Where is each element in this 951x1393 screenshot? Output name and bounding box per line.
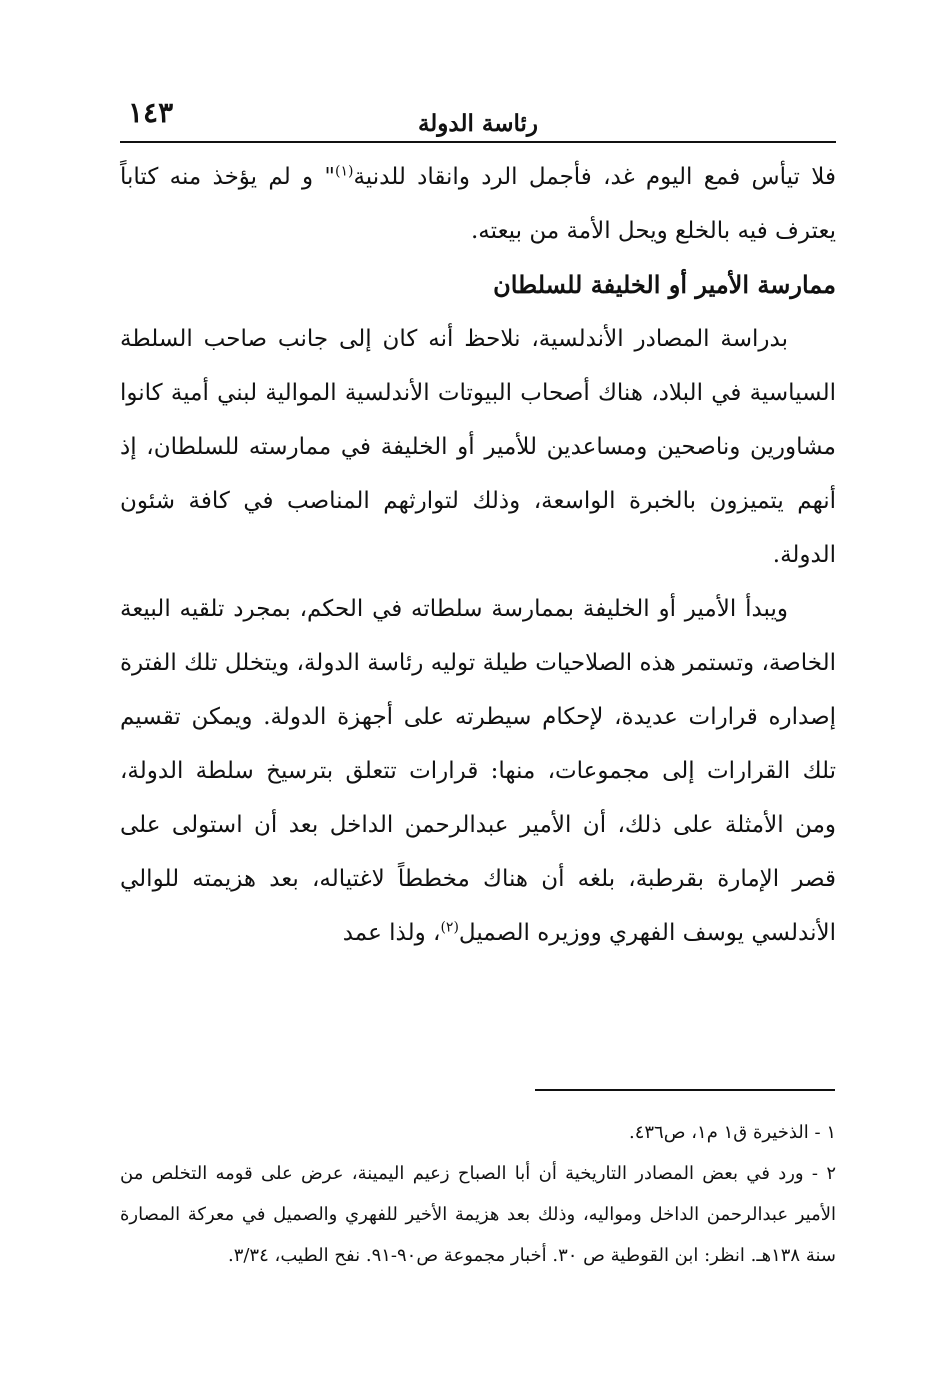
paragraph-1 bbox=[120, 150, 836, 258]
footnote-ref-2: (٢) bbox=[440, 919, 459, 936]
page-number: ١٤٣ bbox=[128, 96, 174, 129]
footnote-ref-1: (١) bbox=[335, 163, 354, 180]
paragraph-1-text: فلا تيأس فمع اليوم غد، فأجمل الرد وانقاد للدنية bbox=[353, 164, 836, 190]
main-text bbox=[120, 150, 836, 960]
running-title: رئاسة الدولة bbox=[417, 110, 539, 137]
page-header bbox=[120, 96, 836, 140]
footnotes bbox=[120, 1112, 836, 1276]
footnote-2: ٢ - ورد في بعض المصادر التاريخية أن أبا الصباح زعيم اليمينة، عرض على قومه التخلص من الأمير عبدالرحمن الداخل ومواليه، وذلك بعد هزيمة الأخير للفهري والصميل في معركة المصارة سنة ١٣٨هـ. انظر: ابن القوطية ص ٣٠. أخبار مجموعة ص٩٠-٩١. نفح الطيب، ٣/٣٤. bbox=[120, 1163, 836, 1266]
footnote-divider bbox=[535, 1089, 835, 1091]
header-divider bbox=[120, 141, 836, 143]
paragraph-3-text: ويبدأ الأمير أو الخليفة بممارسة سلطاته في الحكم، بمجرد تلقيه البيعة الخاصة، وتستمر هذه الصلاحيات طيلة توليه رئاسة الدولة، ويتخلل تلك الفترة إصداره قرارات عديدة، لإحكام سيطرته على أجهزة الدولة. ويمكن تقسيم تلك القرارات إلى مجموعات، منها: قرارات تتعلق بترسيخ سلطة الدولة، ومن الأمثلة على ذلك، أن الأمير عبدالرحمن الداخل بعد أن استولى على قصر الإمارة بقرطبة، بلغه أن هناك مخططاً لاغتياله، بعد هزيمته للوالي الأندلسي يوسف الفهري ووزيره الصميل bbox=[120, 596, 836, 946]
paragraph-3 bbox=[120, 582, 836, 960]
paragraph-2: بدراسة المصادر الأندلسية، نلاحظ أنه كان إلى جانب صاحب السلطة السياسية في البلاد، هناك أصحاب البيوتات الأندلسية الموالية لبني أمية كانوا مشاورين وناصحين ومساعدين للأمير أو الخليفة في ممارسته للسلطان، إذ أنهم يتميزون بالخبرة الواسعة، وذلك لتوارثهم المناصب في كافة شئون الدولة. bbox=[120, 326, 836, 568]
footnote-1: ١ - الذخيرة ق١ م١، ص٤٣٦. bbox=[628, 1122, 836, 1143]
paragraph-1-end: " و لم يؤخذ منه كتاباً يعترف فيه بالخلع ويحل الأمة من بيعته. bbox=[120, 164, 836, 244]
section-title: ممارسة الأمير أو الخليفة للسلطان bbox=[493, 270, 836, 299]
paragraph-3-end: ، ولذا عمد bbox=[342, 920, 441, 946]
